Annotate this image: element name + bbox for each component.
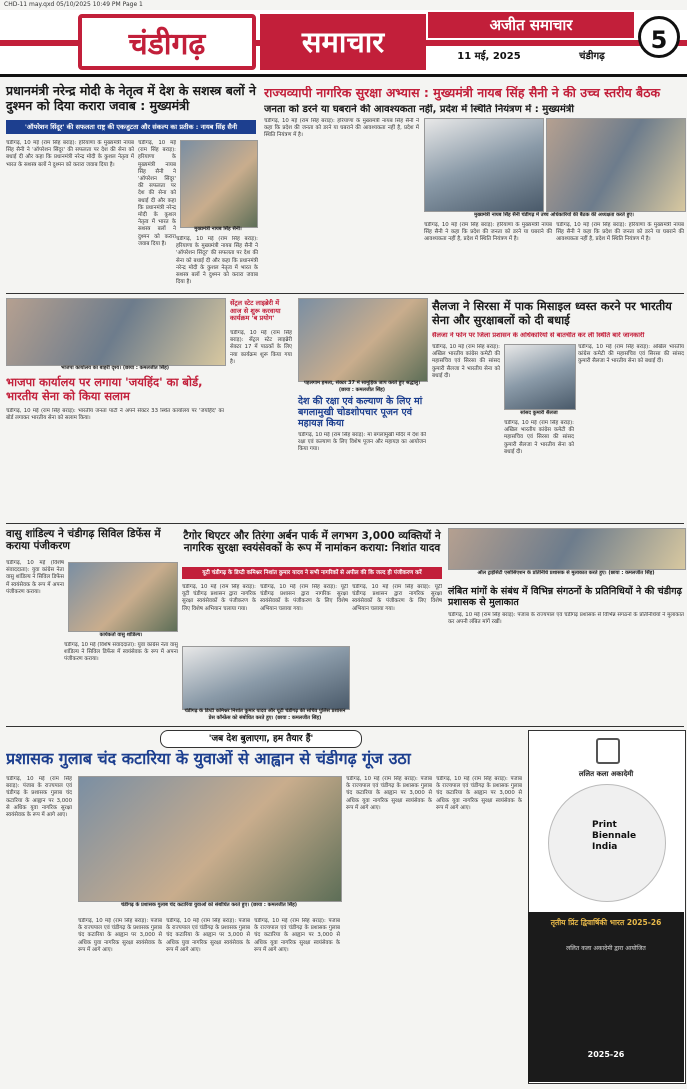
story6-body-col1: चंडीगढ़, 10 मई (राम सिंह बराड़): अखिल भारतीय कांग्रेस कमेटी की महासचिव एवं सिरसा की सांसद कुमारी सैलजा ने भारतीय सेना को बधाई दी। — [432, 344, 500, 379]
date: 11 मई, 2025 — [457, 51, 521, 62]
story5-photo — [298, 298, 428, 382]
story9-photo — [448, 528, 686, 570]
story4-body: चंडीगढ़, 10 मई (राम सिंह बराड़): सेंट्रल स्टेट लाइब्रेरी सेक्टर 17 में पाठकों के लिए नया कार्यक्रम शुरू किया गया है। — [230, 330, 292, 365]
story10-body-col5: चंडीगढ़, 10 मई (राम सिंह बराड़): पंजाब के राज्यपाल एवं चंडीगढ़ के प्रशासक गुलाब चंद कटारिया के आह्वान पर 3,000 से अधिक युवा नागरिक सुरक्षा स्वयंसेवक के रूप में आगे आए। — [346, 776, 432, 811]
story10-body-col3: चंडीगढ़, 10 मई (राम सिंह बराड़): पंजाब के राज्यपाल एवं चंडीगढ़ के प्रशासक गुलाब चंद कटारिया के आह्वान पर 3,000 से अधिक युवा नागरिक सुरक्षा स्वयंसेवक के रूप में आगे आए। — [166, 918, 250, 953]
story6-headline: सैलजा ने सिरसा में पाक मिसाइल ध्वस्त करने पर भारतीय सेना और सुरक्षाबलों को दी बधाई — [432, 299, 672, 327]
story2-photo-b — [546, 118, 686, 212]
story10-photo — [78, 776, 342, 902]
ad-dates: 2025-26 — [587, 1050, 625, 1059]
story5-headline: देश की रक्षा एवं कल्याण के लिए मां बगलामुखी चोडशोपचार पूजन एवं महायज्ञ किया — [298, 396, 423, 430]
story8-caption: चंडीगढ़ के डिप्टी कमिश्नर निशांत कुमार यादव और यूटी चंडीगढ़ की सचिव पुलिस प्रशासन प्रेस कॉन्फ्रेंस को संबोधित करते हुए। (छाया : कमलजीत सिंह) — [184, 708, 346, 721]
story10-quote: 'जब देश बुलाएगा, हम तैयार हैं' — [160, 730, 362, 748]
divider — [6, 726, 684, 727]
story6-subhead: सैलजा ने फोन पर जिला प्रशासन के अधिकारियों से बातचीत कर ली स्थिति बारे जानकारी — [432, 332, 645, 339]
story3-caption: भाजपा कार्यालय का बाहरी दृश्य। (छाया : कमलजीत सिंह) — [60, 365, 170, 371]
story5-body: चंडीगढ़, 10 मई (राम सिंह बराड़): मां बगलामुखी मंदिर में देश की रक्षा एवं कल्याण के लिए विशेष पूजन और महायज्ञ का आयोजन किया गया। — [298, 432, 426, 453]
story2-caption: मुख्यमंत्री नायब सिंह सैनी चंडीगढ़ में उच्च अधिकारियों की बैठक की अध्यक्षता करते हुए। — [474, 212, 634, 218]
story1-headline: प्रधानमंत्री नरेन्द्र मोदी के नेतृत्व में देश के सशस्त्र बलों ने दुश्मन को दिया करारा जवाब : मुख्यमंत्री — [6, 83, 256, 113]
story3-headline: भाजपा कार्यालय पर लगाया 'जयहिंद' का बोर्ड, भारतीय सेना को किया सलाम — [6, 375, 203, 403]
ad-title: Print Biennale India — [592, 820, 637, 852]
story8-photo — [182, 646, 350, 710]
story1-body-col3: चंडीगढ़, 10 मई (राम सिंह बराड़): हरियाणा के मुख्यमंत्री नायब सिंह सैनी ने 'ऑपरेशन सिंदूर' की सफलता पर देश की सेना को बधाई दी और कहा कि प्रधानमंत्री नरेन्द्र मोदी के कुशल नेतृत्व में भारत के सशस्त्र बलों ने दुश्मन को करारा जवाब दिया है। — [176, 236, 258, 286]
story8-banner: यूटी चंडीगढ़ के डिप्टी कमिश्नर निशांत कुमार यादव ने सभी नागरिकों से अपील की कि जल्द ही पंजीकरण करें — [182, 567, 442, 579]
divider — [6, 293, 684, 294]
story6-photo — [504, 344, 576, 410]
story2-body-col2: चंडीगढ़, 10 मई (राम सिंह बराड़): हरियाणा के मुख्यमंत्री नायब सिंह सैनी ने कहा कि प्रदेश की जनता को डरने या घबराने की आवश्यकता नहीं है, प्रदेश में स्थिति नियंत्रण में है। — [424, 222, 552, 243]
story10-caption: चंडीगढ़ के प्रशासक गुलाब चंद कटारिया युवाओं को संबोधित करते हुए। (छाया : कमलजीत सिंह) — [120, 902, 298, 908]
story1-body-col2: चंडीगढ़, 10 मई (राम सिंह बराड़): हरियाणा के मुख्यमंत्री नायब सिंह सैनी ने 'ऑपरेशन सिंदूर' की सफलता पर देश की सेना को बधाई दी और कहा कि प्रधानमंत्री नरेन्द्र मोदी के कुशल नेतृत्व में भारत के सशस्त्र बलों ने दुश्मन को करारा जवाब दिया है। — [138, 140, 176, 247]
story7-headline: वासु शांडिल्य ने चंडीगढ़ सिविल डिफेंस में कराया पंजीकरण — [6, 528, 161, 553]
city: चंडीगढ़ — [579, 51, 605, 62]
story5-caption: पहलगाम हमला, सेक्टर 37 में सामूहिक जाप करते हुए श्रद्धालु। (छाया : कमलजीत सिंह) — [303, 380, 421, 393]
story6-body-col2: चंडीगढ़, 10 मई (राम सिंह बराड़): अखिल भारतीय कांग्रेस कमेटी की महासचिव एवं सिरसा की सांसद कुमारी सैलजा ने भारतीय सेना को बधाई दी। — [504, 420, 574, 455]
story1-body-col1: चंडीगढ़, 10 मई (राम सिंह बराड़): हरियाणा के मुख्यमंत्री नायब सिंह सैनी ने 'ऑपरेशन सिंदूर' की सफलता पर देश की सेना को बधाई दी और कहा कि प्रधानमंत्री नरेन्द्र मोदी के कुशल नेतृत्व में भारत के सशस्त्र बलों ने दुश्मन को करारा जवाब दिया है। — [6, 140, 134, 168]
story9-body: चंडीगढ़, 10 मई (राम सिंह बराड़): पंजाब के राज्यपाल एवं चंडीगढ़ प्रशासक से विभिन्न संगठनों के प्रतिनिधियों ने मुलाकात कर अपनी लंबित मांगें रखीं। — [448, 612, 684, 626]
story10-body-col2: चंडीगढ़, 10 मई (राम सिंह बराड़): पंजाब के राज्यपाल एवं चंडीगढ़ के प्रशासक गुलाब चंद कटारिया के आह्वान पर 3,000 से अधिक युवा नागरिक सुरक्षा स्वयंसेवक के रूप में आगे आए। — [78, 918, 162, 953]
story10-body-col4: चंडीगढ़, 10 मई (राम सिंह बराड़): पंजाब के राज्यपाल एवं चंडीगढ़ के प्रशासक गुलाब चंद कटारिया के आह्वान पर 3,000 से अधिक युवा नागरिक सुरक्षा स्वयंसेवक के रूप में आगे आए। — [254, 918, 340, 953]
divider — [6, 523, 684, 524]
story9-caption: ऑल ट्राईसिटी एसोसिएशन के प्रतिनिधि प्रशासक से मुलाकात करते हुए। (छाया : कमलजीत सिंह) — [477, 570, 655, 576]
story2-headline: राज्यव्यापी नागरिक सुरक्षा अभ्यास : मुख्यमंत्री नायब सिंह सैनी ने की उच्च स्तरीय बैठक — [264, 86, 661, 100]
print-slug: CHD-11 may.qxd 05/10/2025 10:49 PM Page 1 — [4, 1, 143, 8]
ad-line: ललित कला अकादेमी द्वारा आयोजित — [566, 945, 646, 952]
ad-hindi-title: तृतीय प्रिंट द्विवार्षिकी भारत 2025-26 — [550, 918, 662, 927]
story1-subhead: 'ऑपरेशन सिंदूर' की सफलता राष्ट्र की एकजुटता और संकल्प का प्रतीक : नायब सिंह सैनी — [6, 120, 256, 134]
story8-body-col2: चंडीगढ़, 10 मई (राम सिंह बराड़): यूटी चंडीगढ़ प्रशासन द्वारा नागरिक सुरक्षा स्वयंसेवकों के पंजीकरण के लिए विशेष अभियान चलाया गया। — [260, 584, 348, 612]
story3-body: चंडीगढ़, 10 मई (राम सिंह बराड़): भारतीय जनता पार्टी ने अपने सेक्टर 33 स्थित कार्यालय पर 'जयहिंद' का बोर्ड लगाकर भारतीय सेना को सलाम किया। — [6, 408, 224, 422]
dateline — [428, 42, 634, 68]
story1-caption: मुख्यमंत्री नायब सिंह सैनी। — [194, 226, 242, 232]
story8-headline: टैगोर थिएटर और तिरंगा अर्बन पार्क में लगभग 3,000 व्यक्तियों ने नागरिक सुरक्षा स्वयंसेवकों के रूप में नामांकन कराया: निशांत यादव — [183, 530, 441, 555]
story7-photo — [68, 562, 178, 632]
story6-caption: सांसद कुमारी सैलजा — [520, 410, 558, 416]
story7-body-col1: चंडीगढ़, 10 मई (विशेष संवाददाता): युवा कांग्रेस नेता वासु शांडिल्य ने सिविल डिफेंस में स्वयंसेवक के रूप में अपना पंजीकरण कराया। — [6, 560, 64, 595]
logo-right: समाचार — [260, 14, 426, 70]
story7-caption: कार्यकर्ता वासु शांडिल्य। — [99, 632, 143, 638]
story3-photo — [6, 298, 226, 366]
story8-body-col3: चंडीगढ़, 10 मई (राम सिंह बराड़): यूटी चंडीगढ़ प्रशासन द्वारा नागरिक सुरक्षा स्वयंसेवकों के पंजीकरण के लिए विशेष अभियान चलाया गया। — [352, 584, 442, 612]
logo-left: चंडीगढ़ — [78, 14, 256, 70]
story10-headline: प्रशासक गुलाब चंद कटारिया के युवाओं से आह्वान से चंडीगढ़ गूंज उठा — [6, 750, 411, 768]
story2-photo-a — [424, 118, 544, 212]
story10-body-col6: चंडीगढ़, 10 मई (राम सिंह बराड़): पंजाब के राज्यपाल एवं चंडीगढ़ के प्रशासक गुलाब चंद कटारिया के आह्वान पर 3,000 से अधिक युवा नागरिक सुरक्षा स्वयंसेवक के रूप में आगे आए। — [436, 776, 522, 811]
emblem-icon — [596, 738, 620, 764]
story9-headline: लंबित मांगों के संबंध में विभिन्न संगठनों के प्रतिनिधियों ने की चंडीगढ़ प्रशासक से मुलाकात — [448, 586, 682, 609]
story2-body-col3: चंडीगढ़, 10 मई (राम सिंह बराड़): हरियाणा के मुख्यमंत्री नायब सिंह सैनी ने कहा कि प्रदेश की जनता को डरने या घबराने की आवश्यकता नहीं है, प्रदेश में स्थिति नियंत्रण में है। — [556, 222, 684, 243]
story2-body-col1: चंडीगढ़, 10 मई (राम सिंह बराड़): हरियाणा के मुख्यमंत्री नायब सिंह सैनी ने कहा कि प्रदेश की जनता को डरने या घबराने की आवश्यकता नहीं है, प्रदेश में स्थिति नियंत्रण में है। — [264, 118, 419, 139]
paper-name: अजीत समाचार — [428, 12, 634, 38]
story7-body-col2: चंडीगढ़, 10 मई (विशेष संवाददाता): युवा कांग्रेस नेता वासु शांडिल्य ने सिविल डिफेंस में स्वयंसेवक के रूप में अपना पंजीकरण कराया। — [64, 642, 178, 663]
story6-body-col3: चंडीगढ़, 10 मई (राम सिंह बराड़): अखिल भारतीय कांग्रेस कमेटी की महासचिव एवं सिरसा की सांसद कुमारी सैलजा ने भारतीय सेना को बधाई दी। — [578, 344, 684, 365]
story2-subhead: जनता को डरने या घबराने की आवश्यकता नहीं, प्रदेश में स्थिति नियंत्रण में : मुख्यमंत्री — [264, 104, 574, 115]
story1-photo — [180, 140, 258, 228]
page-number: 5 — [638, 16, 680, 58]
story10-body-col1: चंडीगढ़, 10 मई (राम सिंह बराड़): पंजाब के राज्यपाल एवं चंडीगढ़ के प्रशासक गुलाब चंद कटारिया के आह्वान पर 3,000 से अधिक युवा नागरिक सुरक्षा स्वयंसेवक के रूप में आगे आए। — [6, 776, 72, 819]
ad-org: ललित कला अकादेमी — [578, 770, 634, 778]
story8-body-col1: चंडीगढ़, 10 मई (राम सिंह बराड़): यूटी चंडीगढ़ प्रशासन द्वारा नागरिक सुरक्षा स्वयंसेवकों के पंजीकरण के लिए विशेष अभियान चलाया गया। — [182, 584, 256, 612]
story4-headline: सेंट्रल स्टेट लाइब्रेरी में आज से शुरू करवाया कार्यक्रम 'ब प्रयोग' — [230, 299, 281, 323]
